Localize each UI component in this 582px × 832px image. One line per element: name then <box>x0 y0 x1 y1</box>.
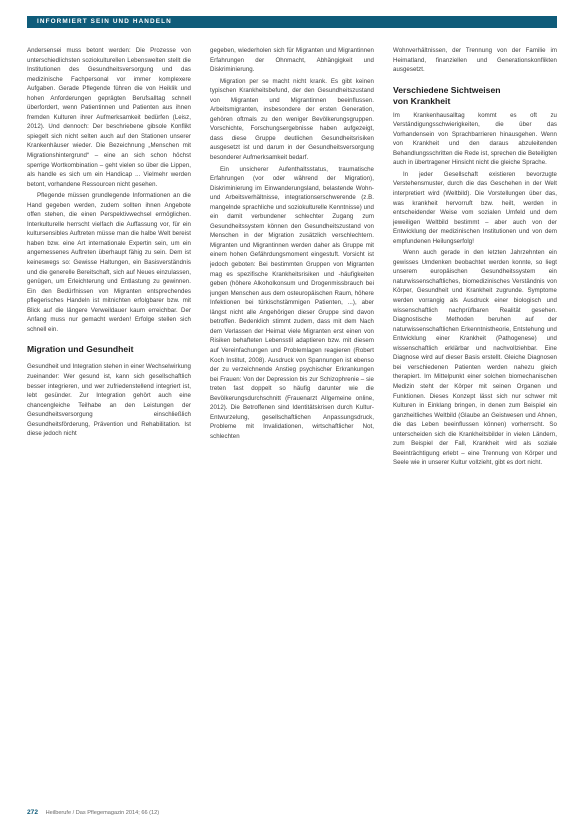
section-header-band <box>27 16 557 28</box>
paragraph: Gesundheit und Integration stehen in einer Wechselwirkung zueinander: Wer gesund ist, kann sich gesellschaftlich besser integrieren, und wer zufriedenstellend integriert ist, lebt gesünder. Zur Integration gehört auch eine chancengleiche Teilhabe an den Leistungen der Gesundheitsversorgung einschließlich Gesundheitsförderung, Prävention und Rehabilitation. Ist diese jedoch nicht <box>27 363 191 438</box>
section-label: INFORMIERT SEIN UND HANDELN <box>37 18 172 25</box>
paragraph: In jeder Gesellschaft existieren bevorzugte Verstehensmuster, durch die das Geschehen in der Welt interpretiert wird (Weltbild). Die Vorstellungen über das, was krankheit hervorruft bzw. heilt, werden in entscheidender Weise vom sozialen Umfeld und dem jeweiligen Weltbild bestimmt – aber auch von der Entwicklung der medizinischen Institutionen und von dem empfundenen Heilungserfolg! <box>393 170 557 245</box>
paragraph: Wenn auch gerade in den letzten Jahrzehnten ein gewisses Umdenken beobachtet werden konnte, so liegt unserem europäischen Gesundheitssystem ein naturwissenschaftliches, biomedizinisches Verständnis von Körper, Gesundheit und Krankheit zugrunde. Symptome werden vorrangig als Ausdruck einer biologisch und wissenschaftlich nachprüfbaren Realität gesehen. Diagnostische Methoden beruhen auf der naturwissenschaftlichen Erkenntnistheorie, Entstehung und Entwicklung einer Krankheit (Pathogenese) und wissenschaftlich erklärbar und nachvollziehbar. Eine Diagnose wird auf dieser Basis erstellt. Gleiche Diagnosen bei verschiedenen Patienten werden nahezu gleich therapiert. Im Mittelpunkt einer solchen biomechanischen Medizin steht der Körper mit seinen Organen und Funktionen. Dieses Konzept lässt sich nur schwer mit Kulturen in Einklang bringen, in denen zum Beispiel ein ganzheitliches Weltbild (Glaube an Geistwesen und Ahnen, die das Leben beeinflussen können) vorherrscht. So unterscheiden sich die Krankheitsbilder in vielen Ländern, zum Beispiel der Fall, Krankheit wird als soziale Beeinträchtigung erlebt – eine Trennung von Körper und Seele wie in unserer Kultur vollzieht, gibt es dort nicht. <box>393 249 557 467</box>
paragraph: Ein unsicherer Aufenthaltsstatus, traumatische Erfahrungen (vor oder während der Migration), Diskriminierung im Einwanderungsland, belastende Wohn- und Arbeitsverhältnisse, integrationserschwerende (z.B. mangelnde sprachliche und soziokulturelle Kenntnisse) und ein damit verbundener schlechter Zugang zum Gesundheitssystem können den Gesundheitszustand von Menschen in der Migration zusätzlich verschlechtern. Migranten und Migrantinnen werden daher als Gruppe mit einem hohen Gefährdungsmoment eingestuft. Vorsicht ist jedoch geboten: Bei bestimmten Gruppen von Migranten mag es spezifische Krankheitsrisiken und -häufigkeiten geben (höhere Alkoholkonsum und Drogenmissbrauch bei jungen Menschen aus dem osteuropäischen Raum, höhere Infektionen bei türkischstämmigen Patienten, ...), aber längst nicht alle Angehörigen dieser Gruppe sind davon betroffen. Bedenklich stimmt zudem, dass mit dem Nach dem Verlassen der Heimat viele Migranten erst einen von Risiken behafteten Lebensstil adaptieren bzw. mit diesem auf Vereinfachungen und Problemlagen reagieren (Robert Koch Institut, 2008). Ausdruck von Spannungen ist ebenso der zu verzeichnende Anstieg psychischer Erkrankungen bei Frauen: Von der Depression bis zur Schizophrenie – sie treten fast doppelt so häufig darunter wie die Bevölkerungsdurchschnitt (Frauenarzt Allgemeine online, 2012). Die Betroffenen sind Identitätskrisen durch Kultur-Entwurzelung, gesellschaftlichen Anpassungsdruck, Probleme mit Invalidationen, wirtschaftlicher Not, schlechten <box>210 165 374 440</box>
page-number: 272 <box>27 809 39 816</box>
article-body <box>27 46 557 802</box>
footer-citation: Heilberufe / Das Pflegemagazin 2014; 66 (12) <box>45 810 160 816</box>
paragraph: Migration per se macht nicht krank. Es gibt keinen typischen Krankheitsbefund, der den Gesundheitszustand von Migranten und Migrantinnen beeinflussen. Arbeitsmigranten, insbesondere der ersten Generation, gehören oftmals zu den weniger Bevölkerungsgruppen. Vorschichte, Forschungsergebnisse haben aufgezeigt, dass diese Gruppe deutlichen Gesundheitsrisiken ausgesetzt ist und darum in der Gesundheitsversorgung besonderer Aufmerksamkeit bedarf. <box>210 77 374 162</box>
paragraph: Wohnverhältnissen, der Trennung von der Familie im Heimatland, finanziellen und Generationskonflikten ausgesetzt. <box>393 47 557 74</box>
section-heading-sichtweisen <box>393 85 557 107</box>
column-left <box>27 46 191 802</box>
column-middle <box>210 46 374 802</box>
paragraph: Pflegende müssen grundlegende Informationen an die Hand gegeben werden, zudem sollten ihnen Angebote offen stehen, die einen Perspektivwechsel ermöglichen. Interkulturelle herrscht vielfach die Auffassung vor, für ein kultursensibles Auftreten müsse man die halbe Welt bereist haben bzw. eine Art internationale Expertin sein, um ein angemessenes Auftreten überhaupt fähig zu sein. Dem ist keineswegs so: Gewisse Haltungen, ein Basisverständnis und die generelle Bereitschaft, sich auf Neues einzulassen, genügen, um Erleichterung und Entlastung zu gewinnen. Ein den Bedürfnissen von Migranten entsprechendes pflegerisches Handeln ist mitnichten erfolgbarer bzw. mit Blick auf die längere Verweildauer kaum erreichbar. Der Anfang muss nur gemacht werden! Erfolge stellen sich schnell ein. <box>27 192 191 333</box>
column-right <box>393 46 557 802</box>
paragraph: Im Krankenhausalltag kommt es oft zu Verständigungsschwierigkeiten, die über das Vorhandensein von Sprachbarrieren hinausgehen. Wenn von Krankheit und den daraus abzuleitenden Behandlungsschritten die Rede ist, sprechen die Beteiligten auch in übertragener Hinsicht nicht die gleiche Sprache. <box>393 111 557 167</box>
section-heading-migration: Migration und Gesundheit <box>27 344 134 355</box>
heading-line: Verschiedene Sichtweisen <box>393 84 501 95</box>
paragraph: Andersensei muss betont werden: Die Prozesse von unterschiedlichsten soziokulturellen Lebenswelten stellt die Institutionen des Gesundheitsversorgung und das medizinische Fachpersonal vor immer komplexere Aufgaben. Gerade Pflegende führen die von Heiklik und hohen Anforderungen geprägten Berufsalltag schnell überfordert, wenn Patientinnen und Patienten aus ihnen fremden Kulturen ihrer Aufmerksamkeit bedürfen (Leisz, 2012). Und dennoch: Der beschriebene gibsole Konflikt spiegelt sich nicht selten auch auf den Stationen unserer Krankenhäuser wieder. Die Bezeichnung „Menschen mit Migrationshintergrund“ – eine an sich schon höchst sperrige Wortkombination – geht vielen so über die Lippen, als handle es sich um ein Handicap ... Vielmehr werden betont, vorhandene Ressourcen nicht gesehen. <box>27 47 191 188</box>
page-footer <box>27 808 557 818</box>
heading-line: von Krankheit <box>393 95 451 106</box>
paragraph: gegeben, wiederholen sich für Migranten und Migrantinnen Erfahrungen der Ohnmacht, Abhängigkeit und Diskriminierung. <box>210 47 374 74</box>
